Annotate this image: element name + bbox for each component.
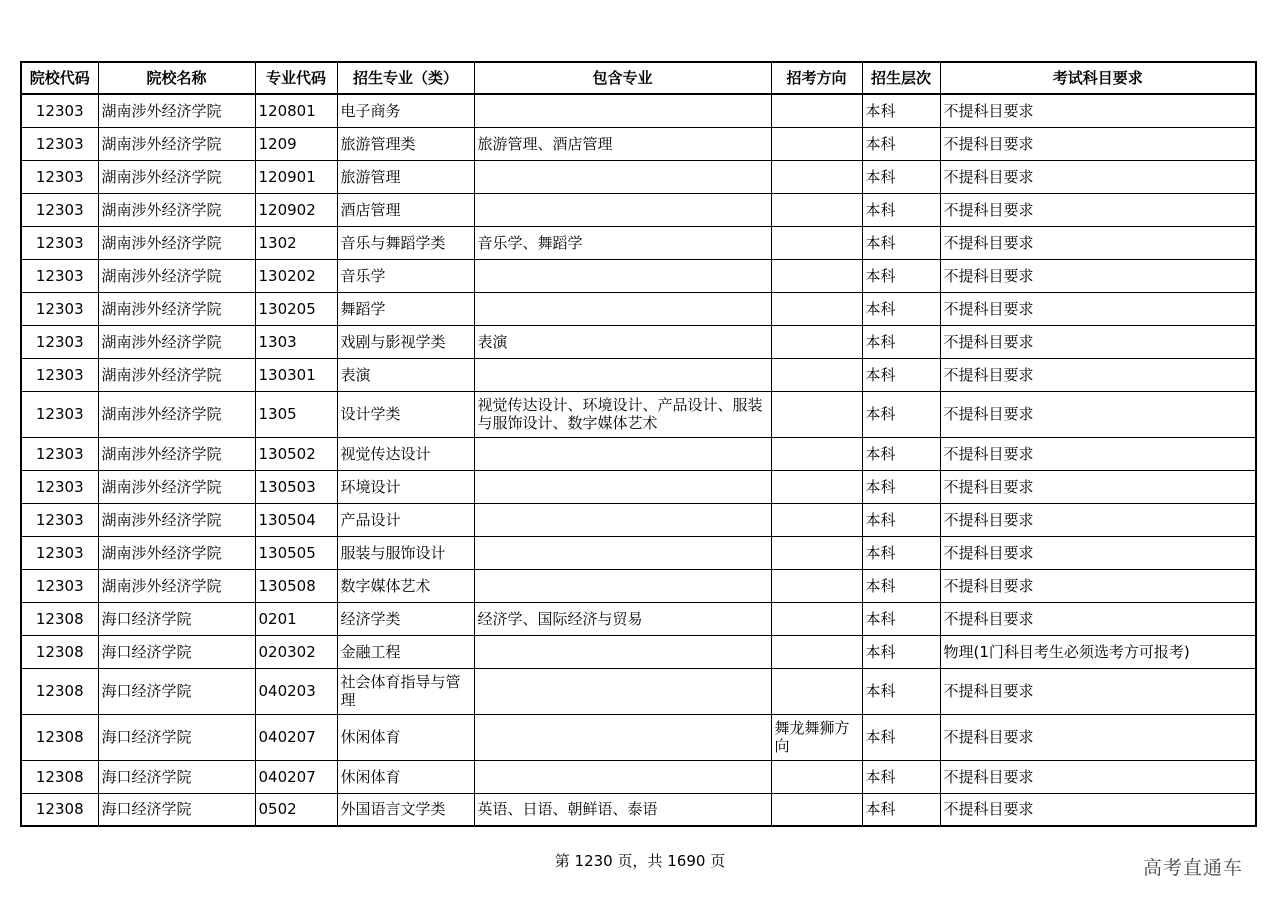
cell-major-code: 040207 (255, 714, 337, 760)
table-row (21, 793, 1256, 826)
cell-major: 电子商务 (337, 94, 474, 127)
cell-direction (771, 358, 862, 391)
cell-school-code: 12308 (21, 714, 98, 760)
cell-level: 本科 (862, 714, 940, 760)
cell-school-code: 12303 (21, 437, 98, 470)
cell-major-code: 130205 (255, 292, 337, 325)
table-row (21, 193, 1256, 226)
cell-level: 本科 (862, 391, 940, 437)
table-row (21, 536, 1256, 569)
cell-major: 设计学类 (337, 391, 474, 437)
page-number: 第 1230 页，共 1690 页 (554, 852, 726, 870)
cell-major: 产品设计 (337, 503, 474, 536)
cell-major-code: 130502 (255, 437, 337, 470)
cell-major-code: 040203 (255, 668, 337, 714)
cell-included-majors (474, 193, 771, 226)
header-subject-requirement: 考试科目要求 (940, 62, 1256, 94)
cell-school-code: 12303 (21, 569, 98, 602)
header-included-majors: 包含专业 (474, 62, 771, 94)
cell-school-code: 12303 (21, 127, 98, 160)
cell-subject-requirement: 不提科目要求 (940, 569, 1256, 602)
cell-direction (771, 503, 862, 536)
table-row (21, 569, 1256, 602)
cell-level: 本科 (862, 569, 940, 602)
header-direction: 招考方向 (771, 62, 862, 94)
cell-level: 本科 (862, 635, 940, 668)
table-row (21, 714, 1256, 760)
cell-school-name: 湖南涉外经济学院 (98, 536, 255, 569)
cell-school-code: 12303 (21, 259, 98, 292)
header-level: 招生层次 (862, 62, 940, 94)
cell-school-name: 湖南涉外经济学院 (98, 94, 255, 127)
cell-included-majors: 表演 (474, 325, 771, 358)
cell-level: 本科 (862, 358, 940, 391)
cell-school-code: 12308 (21, 602, 98, 635)
cell-major-code: 1302 (255, 226, 337, 259)
cell-school-code: 12303 (21, 470, 98, 503)
cell-included-majors (474, 292, 771, 325)
cell-level: 本科 (862, 226, 940, 259)
cell-included-majors (474, 437, 771, 470)
cell-major-code: 120801 (255, 94, 337, 127)
cell-school-name: 湖南涉外经济学院 (98, 503, 255, 536)
cell-major-code: 1305 (255, 391, 337, 437)
cell-school-name: 湖南涉外经济学院 (98, 160, 255, 193)
cell-level: 本科 (862, 94, 940, 127)
cell-major-code: 0502 (255, 793, 337, 826)
admissions-table (20, 61, 1257, 827)
cell-direction (771, 325, 862, 358)
cell-major: 金融工程 (337, 635, 474, 668)
cell-included-majors (474, 259, 771, 292)
cell-subject-requirement: 物理(1门科目考生必须选考方可报考) (940, 635, 1256, 668)
table-body (21, 94, 1256, 826)
cell-major: 服装与服饰设计 (337, 536, 474, 569)
cell-major-code: 1209 (255, 127, 337, 160)
cell-included-majors (474, 635, 771, 668)
cell-included-majors (474, 470, 771, 503)
cell-direction (771, 391, 862, 437)
cell-school-code: 12303 (21, 160, 98, 193)
cell-included-majors: 旅游管理、酒店管理 (474, 127, 771, 160)
cell-major-code: 130202 (255, 259, 337, 292)
table-row (21, 391, 1256, 437)
cell-major: 环境设计 (337, 470, 474, 503)
cell-subject-requirement: 不提科目要求 (940, 391, 1256, 437)
cell-direction (771, 635, 862, 668)
cell-level: 本科 (862, 668, 940, 714)
cell-included-majors: 经济学、国际经济与贸易 (474, 602, 771, 635)
cell-level: 本科 (862, 437, 940, 470)
cell-school-code: 12308 (21, 793, 98, 826)
cell-school-code: 12308 (21, 635, 98, 668)
cell-level: 本科 (862, 503, 940, 536)
cell-direction (771, 760, 862, 793)
cell-level: 本科 (862, 602, 940, 635)
cell-school-name: 湖南涉外经济学院 (98, 325, 255, 358)
cell-direction (771, 127, 862, 160)
cell-school-name: 湖南涉外经济学院 (98, 391, 255, 437)
cell-included-majors: 英语、日语、朝鲜语、泰语 (474, 793, 771, 826)
cell-school-code: 12303 (21, 503, 98, 536)
cell-level: 本科 (862, 292, 940, 325)
cell-subject-requirement: 不提科目要求 (940, 437, 1256, 470)
cell-included-majors (474, 358, 771, 391)
cell-major-code: 130505 (255, 536, 337, 569)
cell-school-name: 湖南涉外经济学院 (98, 193, 255, 226)
cell-included-majors: 音乐学、舞蹈学 (474, 226, 771, 259)
cell-major-code: 130504 (255, 503, 337, 536)
cell-major: 旅游管理 (337, 160, 474, 193)
cell-subject-requirement: 不提科目要求 (940, 259, 1256, 292)
header-major-code: 专业代码 (255, 62, 337, 94)
cell-level: 本科 (862, 470, 940, 503)
cell-school-code: 12303 (21, 325, 98, 358)
cell-subject-requirement: 不提科目要求 (940, 226, 1256, 259)
cell-subject-requirement: 不提科目要求 (940, 94, 1256, 127)
cell-level: 本科 (862, 127, 940, 160)
cell-direction (771, 793, 862, 826)
cell-school-name: 海口经济学院 (98, 793, 255, 826)
cell-major: 音乐与舞蹈学类 (337, 226, 474, 259)
cell-direction (771, 259, 862, 292)
cell-subject-requirement: 不提科目要求 (940, 503, 1256, 536)
cell-subject-requirement: 不提科目要求 (940, 714, 1256, 760)
cell-subject-requirement: 不提科目要求 (940, 292, 1256, 325)
cell-major-code: 130301 (255, 358, 337, 391)
cell-school-name: 海口经济学院 (98, 602, 255, 635)
table-row (21, 503, 1256, 536)
cell-major-code: 1303 (255, 325, 337, 358)
cell-school-name: 海口经济学院 (98, 668, 255, 714)
cell-major: 戏剧与影视学类 (337, 325, 474, 358)
table-row (21, 437, 1256, 470)
cell-direction (771, 536, 862, 569)
cell-school-code: 12303 (21, 292, 98, 325)
cell-included-majors: 视觉传达设计、环境设计、产品设计、服装与服饰设计、数字媒体艺术 (474, 391, 771, 437)
cell-major-code: 040207 (255, 760, 337, 793)
cell-school-code: 12303 (21, 193, 98, 226)
table-row (21, 325, 1256, 358)
cell-subject-requirement: 不提科目要求 (940, 602, 1256, 635)
cell-school-name: 海口经济学院 (98, 760, 255, 793)
header-school-name: 院校名称 (98, 62, 255, 94)
cell-subject-requirement: 不提科目要求 (940, 325, 1256, 358)
cell-school-code: 12303 (21, 536, 98, 569)
cell-major-code: 020302 (255, 635, 337, 668)
cell-subject-requirement: 不提科目要求 (940, 470, 1256, 503)
cell-included-majors (474, 160, 771, 193)
cell-school-code: 12303 (21, 94, 98, 127)
table-row (21, 226, 1256, 259)
table-row (21, 470, 1256, 503)
cell-subject-requirement: 不提科目要求 (940, 668, 1256, 714)
cell-major-code: 120901 (255, 160, 337, 193)
cell-major: 休闲体育 (337, 760, 474, 793)
cell-level: 本科 (862, 259, 940, 292)
cell-school-name: 湖南涉外经济学院 (98, 569, 255, 602)
cell-school-code: 12303 (21, 358, 98, 391)
cell-subject-requirement: 不提科目要求 (940, 793, 1256, 826)
cell-school-name: 湖南涉外经济学院 (98, 470, 255, 503)
cell-direction (771, 668, 862, 714)
cell-level: 本科 (862, 193, 940, 226)
cell-direction (771, 94, 862, 127)
cell-included-majors (474, 760, 771, 793)
cell-subject-requirement: 不提科目要求 (940, 160, 1256, 193)
cell-major-code: 0201 (255, 602, 337, 635)
cell-direction (771, 437, 862, 470)
cell-level: 本科 (862, 536, 940, 569)
cell-school-code: 12308 (21, 668, 98, 714)
cell-subject-requirement: 不提科目要求 (940, 193, 1256, 226)
cell-direction (771, 193, 862, 226)
cell-major: 旅游管理类 (337, 127, 474, 160)
cell-direction (771, 226, 862, 259)
cell-major: 外国语言文学类 (337, 793, 474, 826)
cell-school-name: 湖南涉外经济学院 (98, 127, 255, 160)
cell-major: 酒店管理 (337, 193, 474, 226)
table-row (21, 668, 1256, 714)
cell-major: 数字媒体艺术 (337, 569, 474, 602)
cell-subject-requirement: 不提科目要求 (940, 536, 1256, 569)
cell-school-name: 海口经济学院 (98, 635, 255, 668)
table-row (21, 358, 1256, 391)
cell-school-name: 湖南涉外经济学院 (98, 292, 255, 325)
cell-included-majors (474, 94, 771, 127)
table-header-row (21, 62, 1256, 94)
cell-school-name: 湖南涉外经济学院 (98, 259, 255, 292)
cell-direction (771, 602, 862, 635)
cell-major: 社会体育指导与管理 (337, 668, 474, 714)
cell-subject-requirement: 不提科目要求 (940, 358, 1256, 391)
cell-school-name: 海口经济学院 (98, 714, 255, 760)
cell-school-code: 12303 (21, 391, 98, 437)
table-row (21, 94, 1256, 127)
table-row (21, 635, 1256, 668)
cell-major: 经济学类 (337, 602, 474, 635)
cell-included-majors (474, 668, 771, 714)
cell-school-name: 湖南涉外经济学院 (98, 437, 255, 470)
cell-level: 本科 (862, 325, 940, 358)
table-row (21, 160, 1256, 193)
cell-major: 音乐学 (337, 259, 474, 292)
cell-major: 舞蹈学 (337, 292, 474, 325)
cell-major: 表演 (337, 358, 474, 391)
cell-level: 本科 (862, 793, 940, 826)
cell-school-code: 12308 (21, 760, 98, 793)
cell-included-majors (474, 569, 771, 602)
cell-direction (771, 569, 862, 602)
watermark: 高考直通车 (1143, 857, 1244, 879)
cell-included-majors (474, 536, 771, 569)
table-row (21, 760, 1256, 793)
cell-included-majors (474, 714, 771, 760)
cell-major-code: 130508 (255, 569, 337, 602)
cell-direction (771, 470, 862, 503)
cell-level: 本科 (862, 160, 940, 193)
cell-direction (771, 160, 862, 193)
cell-school-name: 湖南涉外经济学院 (98, 358, 255, 391)
table-row (21, 292, 1256, 325)
header-major: 招生专业（类） (337, 62, 474, 94)
cell-major: 视觉传达设计 (337, 437, 474, 470)
table-row (21, 602, 1256, 635)
table-row (21, 127, 1256, 160)
cell-included-majors (474, 503, 771, 536)
cell-level: 本科 (862, 760, 940, 793)
cell-school-code: 12303 (21, 226, 98, 259)
cell-major: 休闲体育 (337, 714, 474, 760)
cell-subject-requirement: 不提科目要求 (940, 760, 1256, 793)
cell-major-code: 130503 (255, 470, 337, 503)
cell-direction: 舞龙舞狮方向 (771, 714, 862, 760)
cell-subject-requirement: 不提科目要求 (940, 127, 1256, 160)
cell-school-name: 湖南涉外经济学院 (98, 226, 255, 259)
cell-major-code: 120902 (255, 193, 337, 226)
cell-direction (771, 292, 862, 325)
header-school-code: 院校代码 (21, 62, 98, 94)
table-row (21, 259, 1256, 292)
